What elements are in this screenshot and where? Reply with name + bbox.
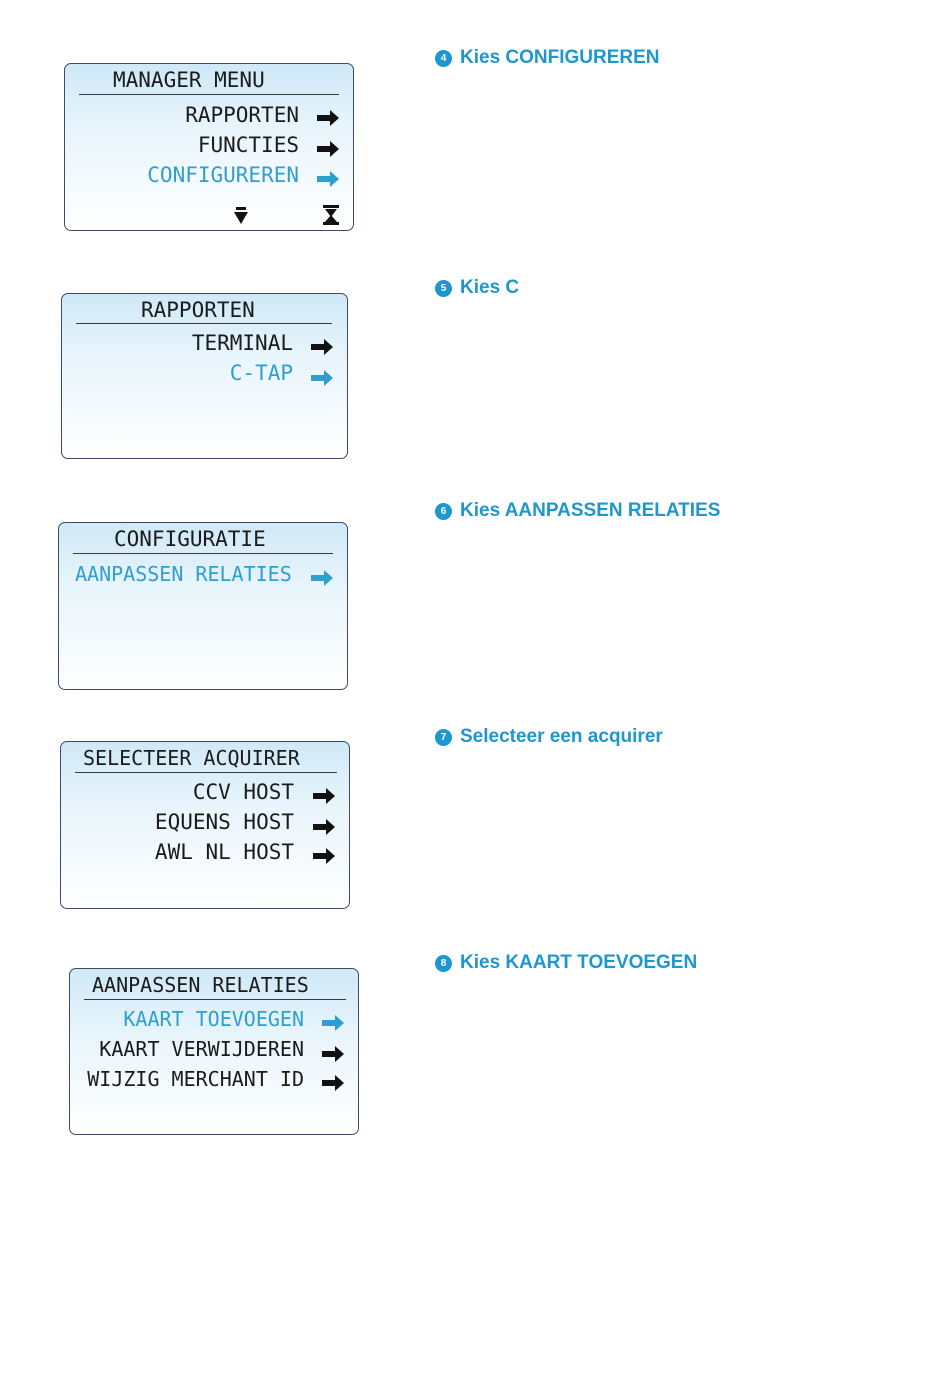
- menu-item-aanpassen-relaties[interactable]: AANPASSEN RELATIES: [75, 562, 292, 586]
- step-number-badge: 8: [435, 955, 452, 972]
- title-divider: [73, 553, 333, 554]
- arrow-right-icon: [309, 567, 335, 587]
- menu-item-rapporten[interactable]: RAPPORTEN: [185, 103, 299, 127]
- menu-item-awl-nl-host[interactable]: AWL NL HOST: [154, 840, 294, 864]
- step-7-instruction: [435, 726, 663, 748]
- scroll-end-icon: [322, 205, 340, 225]
- menu-item-equens-host[interactable]: EQUENS HOST: [154, 810, 294, 834]
- step-6-instruction: [435, 500, 720, 522]
- menu-item-configureren[interactable]: CONFIGUREREN: [147, 163, 299, 187]
- step-text: Kies C: [460, 277, 520, 298]
- step-number-badge: 4: [435, 50, 452, 67]
- step-number-badge: 7: [435, 729, 452, 746]
- menu-item-ccv-host[interactable]: CCV HOST: [192, 780, 294, 804]
- terminal-screen-rapporten: [61, 293, 348, 459]
- step-text: Kies CONFIGUREREN: [460, 47, 660, 68]
- title-divider: [84, 999, 346, 1000]
- step-number-badge: 5: [435, 280, 452, 297]
- step-text: Kies AANPASSEN RELATIES: [460, 500, 721, 521]
- screen-title: MANAGER MENU: [113, 68, 265, 92]
- menu-item-wijzig-merchant-id[interactable]: WIJZIG MERCHANT ID: [87, 1067, 304, 1091]
- screen-title: CONFIGURATIE: [114, 527, 266, 551]
- screen-title: AANPASSEN RELATIES: [92, 973, 309, 997]
- menu-item-c-tap[interactable]: C-TAP: [229, 361, 293, 385]
- arrow-right-icon: [311, 816, 337, 836]
- step-text: Kies KAART TOEVOEGEN: [460, 952, 698, 973]
- menu-item-functies[interactable]: FUNCTIES: [197, 133, 299, 157]
- terminal-screen-aanpassen-relaties: [69, 968, 359, 1135]
- title-divider: [75, 772, 337, 773]
- step-text: Selecteer een acquirer: [460, 726, 663, 747]
- arrow-right-icon: [320, 1072, 346, 1092]
- menu-item-kaart-verwijderen[interactable]: KAART VERWIJDEREN: [99, 1037, 304, 1061]
- arrow-right-icon: [315, 168, 341, 188]
- screen-title: RAPPORTEN: [141, 298, 255, 322]
- step-5-instruction: [435, 277, 519, 299]
- arrow-right-icon: [311, 845, 337, 865]
- menu-item-terminal[interactable]: TERMINAL: [191, 331, 293, 355]
- title-divider: [76, 323, 332, 324]
- arrow-right-icon: [309, 367, 335, 387]
- arrow-right-icon: [311, 785, 337, 805]
- step-number-badge: 6: [435, 503, 452, 520]
- step-8-instruction: [435, 952, 697, 974]
- menu-item-kaart-toevoegen[interactable]: KAART TOEVOEGEN: [123, 1007, 304, 1031]
- terminal-screen-manager-menu: [64, 63, 354, 231]
- arrow-down-icon: [233, 207, 249, 225]
- terminal-screen-configuratie: [58, 522, 348, 690]
- step-4-instruction: [435, 47, 660, 69]
- arrow-right-icon: [309, 336, 335, 356]
- arrow-right-icon: [315, 107, 341, 127]
- arrow-right-icon: [320, 1012, 346, 1032]
- terminal-screen-selecteer-acquirer: [60, 741, 350, 909]
- title-divider: [79, 94, 339, 95]
- arrow-right-icon: [315, 138, 341, 158]
- arrow-right-icon: [320, 1043, 346, 1063]
- screen-title: SELECTEER ACQUIRER: [83, 746, 300, 770]
